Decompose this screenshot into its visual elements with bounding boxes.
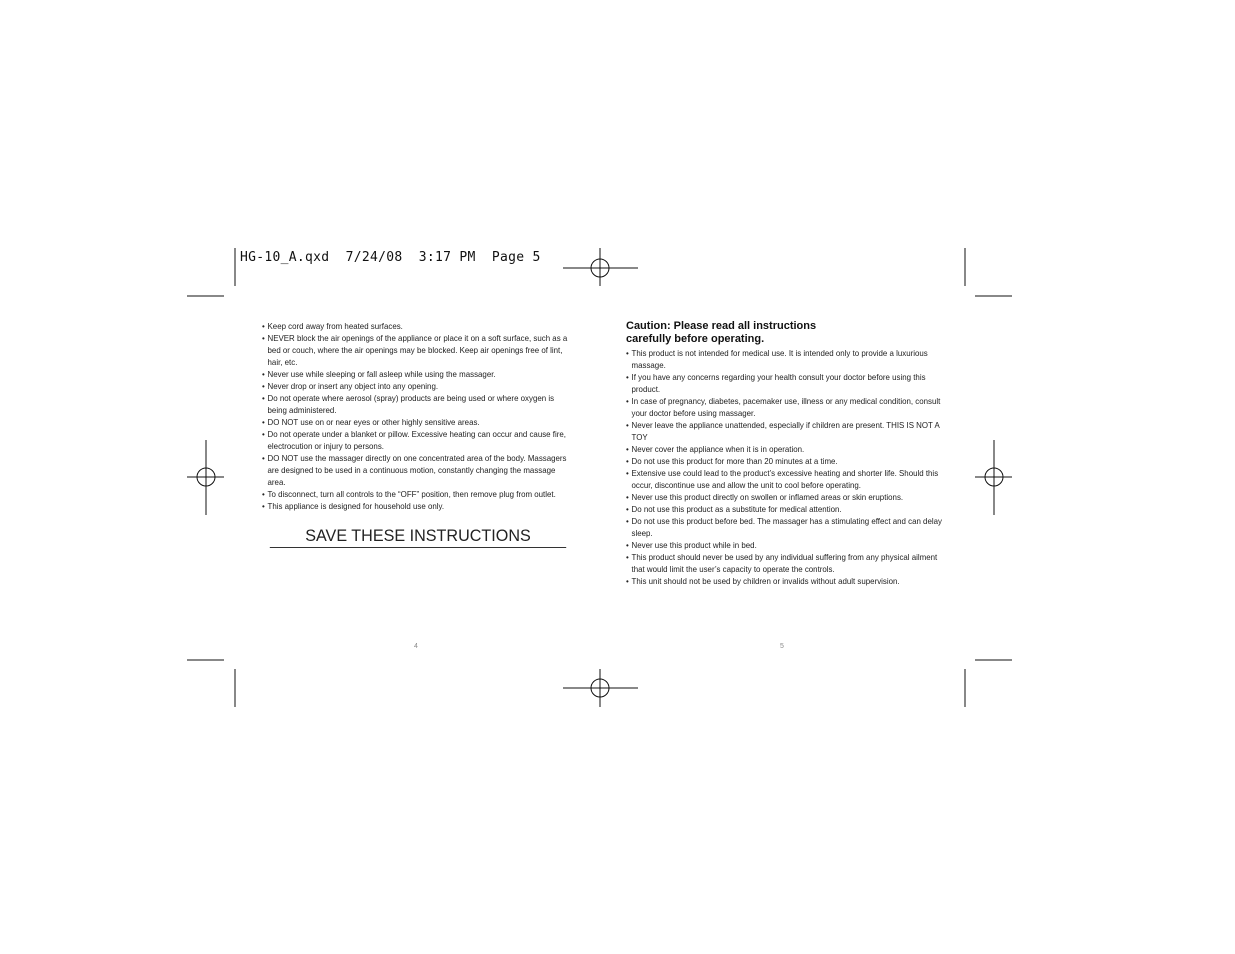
list-item: • If you have any concerns regarding your health consult your doctor before using this product. [626, 371, 945, 395]
list-item: • Keep cord away from heated surfaces. [262, 320, 568, 332]
caution-heading-line2: carefully before operating. [626, 333, 765, 345]
list-item: • Do not operate where aerosol (spray) products are being used or where oxygen is being administered. [262, 392, 568, 416]
list-item: • This product is not intended for medical use. It is intended only to provide a luxurious massage. [626, 347, 945, 371]
list-item: • Do not use this product for more than 20 minutes at a time. [626, 455, 945, 467]
list-item: • Do not use this product as a substitute for medical attention. [626, 503, 945, 515]
list-item: • Do not operate under a blanket or pillow. Excessive heating can occur and cause fire, electrocution or injury to persons. [262, 428, 568, 452]
registration-mark-right [975, 440, 1012, 515]
list-item: • NEVER block the air openings of the appliance or place it on a soft surface, such as a bed or couch, where the air openings may be blocked. Keep air openings free of lint, hair, etc. [262, 332, 568, 368]
save-instructions-heading: SAVE THESE INSTRUCTIONS [270, 526, 566, 548]
list-item: • DO NOT use the massager directly on one concentrated area of the body. Massagers are designed to be used in a continuous motion, constantly changing the massage area. [262, 452, 568, 488]
list-item: • DO NOT use on or near eyes or other highly sensitive areas. [262, 416, 568, 428]
list-item: • Do not use this product before bed. The massager has a stimulating effect and can delay sleep. [626, 515, 945, 539]
list-item: • Never use while sleeping or fall asleep while using the massager. [262, 368, 568, 380]
registration-mark-left [187, 440, 224, 515]
list-item: • This product should never be used by any individual suffering from any physical ailment that would limit the user’s capacity to operate the controls. [626, 551, 945, 575]
list-item: • Never leave the appliance unattended, especially if children are present. THIS IS NOT A TOY [626, 419, 945, 443]
registration-mark-bottom [563, 669, 638, 707]
right-page-caution-section [626, 320, 942, 587]
list-item: • In case of pregnancy, diabetes, pacemaker use, illness or any medical condition, consult your doctor before using massager. [626, 395, 945, 419]
file-slug-line: HG-10_A.qxd 7/24/08 3:17 PM Page 5 [240, 250, 541, 265]
list-item: • Extensive use could lead to the product’s excessive heating and shorter life. Should this occur, discontinue use and allow the unit to cool before operating. [626, 467, 945, 491]
page-number-left: 4 [414, 643, 418, 650]
list-item: • Never use this product while in bed. [626, 539, 945, 551]
caution-heading [626, 320, 942, 346]
registration-mark-top [563, 248, 638, 286]
list-item: • To disconnect, turn all controls to the “OFF” position, then remove plug from outlet. [262, 488, 568, 500]
list-item: • Never cover the appliance when it is in operation. [626, 443, 945, 455]
caution-heading-line1: Caution: Please read all instructions [626, 320, 817, 332]
list-item: • Never use this product directly on swollen or inflamed areas or skin eruptions. [626, 491, 945, 503]
list-item: • This appliance is designed for household use only. [262, 500, 568, 512]
left-page-safety-list [262, 320, 568, 512]
list-item: • Never drop or insert any object into any opening. [262, 380, 568, 392]
page-number-right: 5 [780, 643, 784, 650]
list-item: • This unit should not be used by children or invalids without adult supervision. [626, 575, 945, 587]
